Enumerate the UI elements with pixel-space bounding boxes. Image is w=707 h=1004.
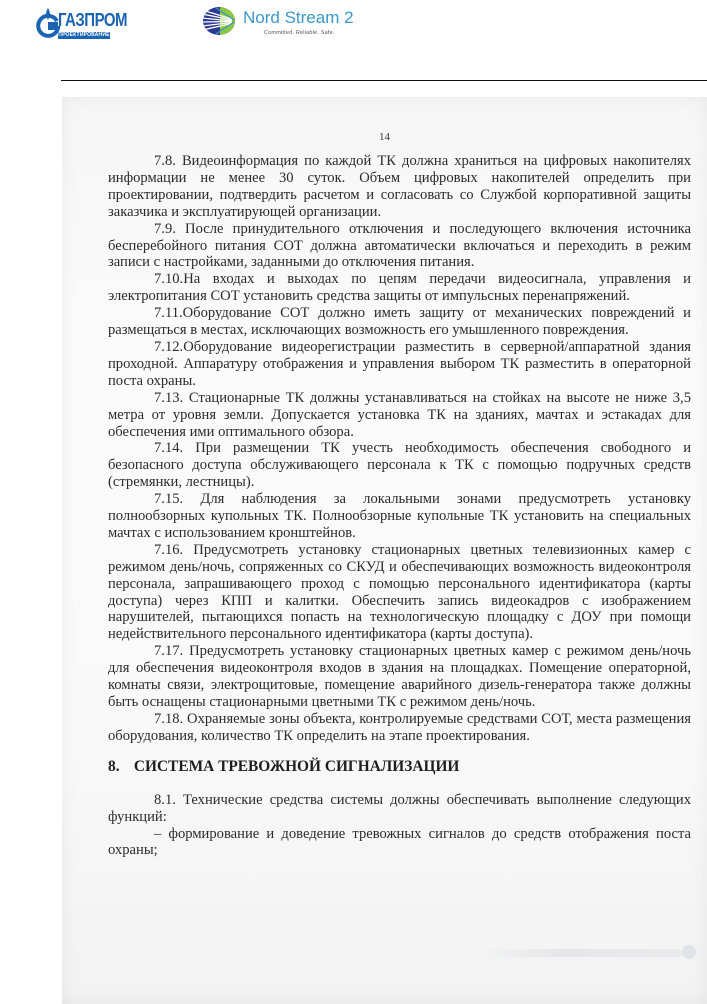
nord-stream-globe-icon bbox=[202, 6, 238, 36]
heading-spacer bbox=[108, 776, 691, 792]
gazprom-tagline: ПРОЕКТИРОВАНИЕ bbox=[58, 32, 110, 38]
paragraph-7-13: 7.13. Стационарные ТК должны устанавливаться на стойках на высоте не ниже 3,5 метра от уровня земли. Допускается установка ТК на зданиях, мачтах и эстакадах для обеспечения ими оптимального обзора. bbox=[108, 389, 691, 440]
paragraph-7-9: 7.9. После принудительного отключения и последующего включения источника бесперебойного питания СОТ должна автоматически включаться и переходить в режим записи с настройками, заданными до отключения питания. bbox=[108, 220, 691, 271]
paragraph-7-14: 7.14. При размещении ТК учесть необходимость обеспечения свободного и безопасного доступа обслуживающего персонала к ТК с помощью подручных средств (стремянки, лестницы). bbox=[108, 440, 691, 491]
list-item-alarm-signals: – формирование и доведение тревожных сигналов до средств отображения поста охраны; bbox=[108, 825, 691, 859]
gazprom-logo bbox=[36, 4, 128, 40]
nord-stream-logo bbox=[200, 4, 360, 40]
paragraph-7-15: 7.15. Для наблюдения за локальными зонами предусмотреть установку полнообзорных купольных ТК. Полнообзорные купольные ТК установить на специальных мачтах с использованием кронштейнов. bbox=[108, 491, 691, 541]
nord-stream-slogan: Committed. Reliable. Safe. bbox=[264, 30, 335, 36]
document-body bbox=[108, 153, 691, 859]
scan-bleed-through bbox=[482, 949, 682, 957]
paragraph-7-16: 7.16. Предусмотреть установку стационарных цветных телевизионных камер с режимом день/ночь, сопряженных со СКУД и обеспечивающих возможность видеоконтроля персонала, запрашивающего проход с помощью персонального идентификатора (карты доступа) через КПП и калитки. Обеспечить запись видеокадров с изображением нарушителей, пытающихся попасть на технологическую площадку с ДОУ при помощи недействительного персонального идентификатора (карты доступа). bbox=[108, 541, 691, 643]
paragraph-7-17: 7.17. Предусмотреть установку стационарных цветных камер с режимом день/ночь для обеспечения видеоконтроля входов в здания на площадках. Помещение операторной, комнаты связи, электрощитовые, помещение аварийного дизель-генератора также должны быть оснащены стационарными цветными ТК с режимом день/ночь. bbox=[108, 643, 691, 710]
section-number: 8. bbox=[108, 757, 120, 775]
gazprom-flame-icon bbox=[36, 8, 60, 38]
header-divider bbox=[61, 80, 707, 81]
scan-bleed-through-stamp bbox=[682, 945, 696, 959]
paragraph-7-8: 7.8. Видеоинформация по каждой ТК должна храниться на цифровых накопителях информации не менее 30 суток. Объем цифровых накопителей определить при проектировании, подтвердить расчетом и согласовать со Службой корпоративной защиты заказчика и эксплуатирующей организации. bbox=[108, 153, 691, 220]
section-title: СИСТЕМА ТРЕВОЖНОЙ СИГНАЛИЗАЦИИ bbox=[133, 757, 460, 775]
nord-stream-wordmark: Nord Stream 2 bbox=[243, 8, 354, 27]
paragraph-8-1: 8.1. Технические средства системы должны обеспечивать выполнение следующих функций: bbox=[108, 791, 691, 825]
paragraph-7-10: 7.10.На входах и выходах по цепям передачи видеосигнала, управления и электропитания СОТ установить средства защиты от импульсных перенапряжений. bbox=[108, 271, 691, 305]
paragraph-7-12: 7.12.Оборудование видеорегистрации разместить в серверной/аппаратной здания проходной. Аппаратуру отображения и управления выбором ТК разместить в операторной поста охраны. bbox=[108, 338, 691, 389]
gazprom-wordmark: ГАЗПРОМ bbox=[58, 9, 128, 31]
paragraph-7-18: 7.18. Охраняемые зоны объекта, контролируемые средствами СОТ, места размещения оборудования, количество ТК определить на этапе проектирования. bbox=[108, 710, 691, 744]
section-heading bbox=[108, 758, 691, 776]
page-header bbox=[0, 0, 707, 80]
paragraph-7-11: 7.11.Оборудование СОТ должно иметь защиту от механических повреждений и размещаться в местах, исключающих возможность его умышленного повреждения. bbox=[108, 305, 691, 339]
scanned-page bbox=[62, 97, 707, 1004]
page-number: 14 bbox=[379, 131, 390, 143]
